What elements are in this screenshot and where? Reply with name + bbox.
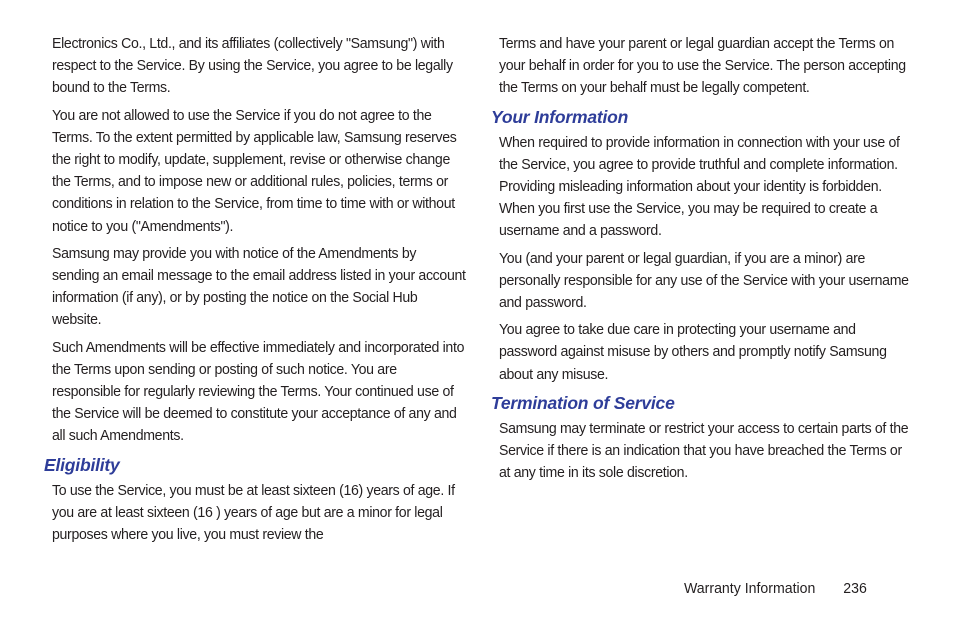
eligibility-heading: Eligibility — [44, 454, 120, 475]
left-column — [44, 33, 466, 551]
your-information-heading: Your Information — [491, 106, 629, 127]
footer-section-title: Warranty Information — [684, 580, 816, 597]
termination-paragraph: Samsung may terminate or restrict your access to certain parts of the Service if there is an indication that you have breached the Terms or at any time in its sole discretion. — [499, 419, 909, 482]
eligibility-paragraph: To use the Service, you must be at least sixteen (16) years of age. If you are at least sixteen (16 ) years of age but are a minor for legal purposes where you live, you must review the — [52, 481, 455, 544]
responsibility-paragraph: You (and your parent or legal guardian, if you are a minor) are personally responsible for any use of the Service with your username and password. — [499, 249, 909, 312]
right-column — [491, 33, 909, 489]
page-number: 236 — [843, 580, 867, 597]
notice-paragraph: Samsung may provide you with notice of the Amendments by sending an email message to the email address listed in your account information (if any), or by posting the notice on the Social Hub website. — [52, 244, 466, 329]
amendments-paragraph: You are not allowed to use the Service if you do not agree to the Terms. To the extent permitted by applicable law, Samsung reserves the right to modify, update, supplement, revise or otherwise change the Terms, and to impose new or additional rules, policies, terms or conditions in relation to the Service, from time to time with or without notice to you ("Amendments"). — [52, 106, 457, 235]
due-care-paragraph: You agree to take due care in protecting your username and password against misuse by others and promptly notify Samsung about any misuse. — [499, 321, 887, 383]
intro-paragraph: Electronics Co., Ltd., and its affiliates (collectively "Samsung") with respect to the Service. By using the Service, you agree to be legally bound to the Terms. — [52, 35, 453, 97]
termination-heading: Termination of Service — [491, 392, 675, 413]
effective-paragraph: Such Amendments will be effective immediately and incorporated into the Terms upon sending or posting of such notice. You are responsible for regularly reviewing the Terms. Your continued use of the Service will be deemed to constitute your acceptance of any and all such Amendments. — [52, 338, 465, 445]
provide-information-paragraph: When required to provide information in connection with your use of the Service, you agree to provide truthful and complete information. Providing misleading information about your identity is forbidden. When you first use the Service, you may be required to create a username and a password. — [499, 133, 900, 240]
eligibility-continuation-paragraph: Terms and have your parent or legal guardian accept the Terms on your behalf in order for you to use the Service. The person accepting the Terms on your behalf must be legally competent. — [499, 35, 906, 97]
page-footer — [684, 578, 867, 600]
